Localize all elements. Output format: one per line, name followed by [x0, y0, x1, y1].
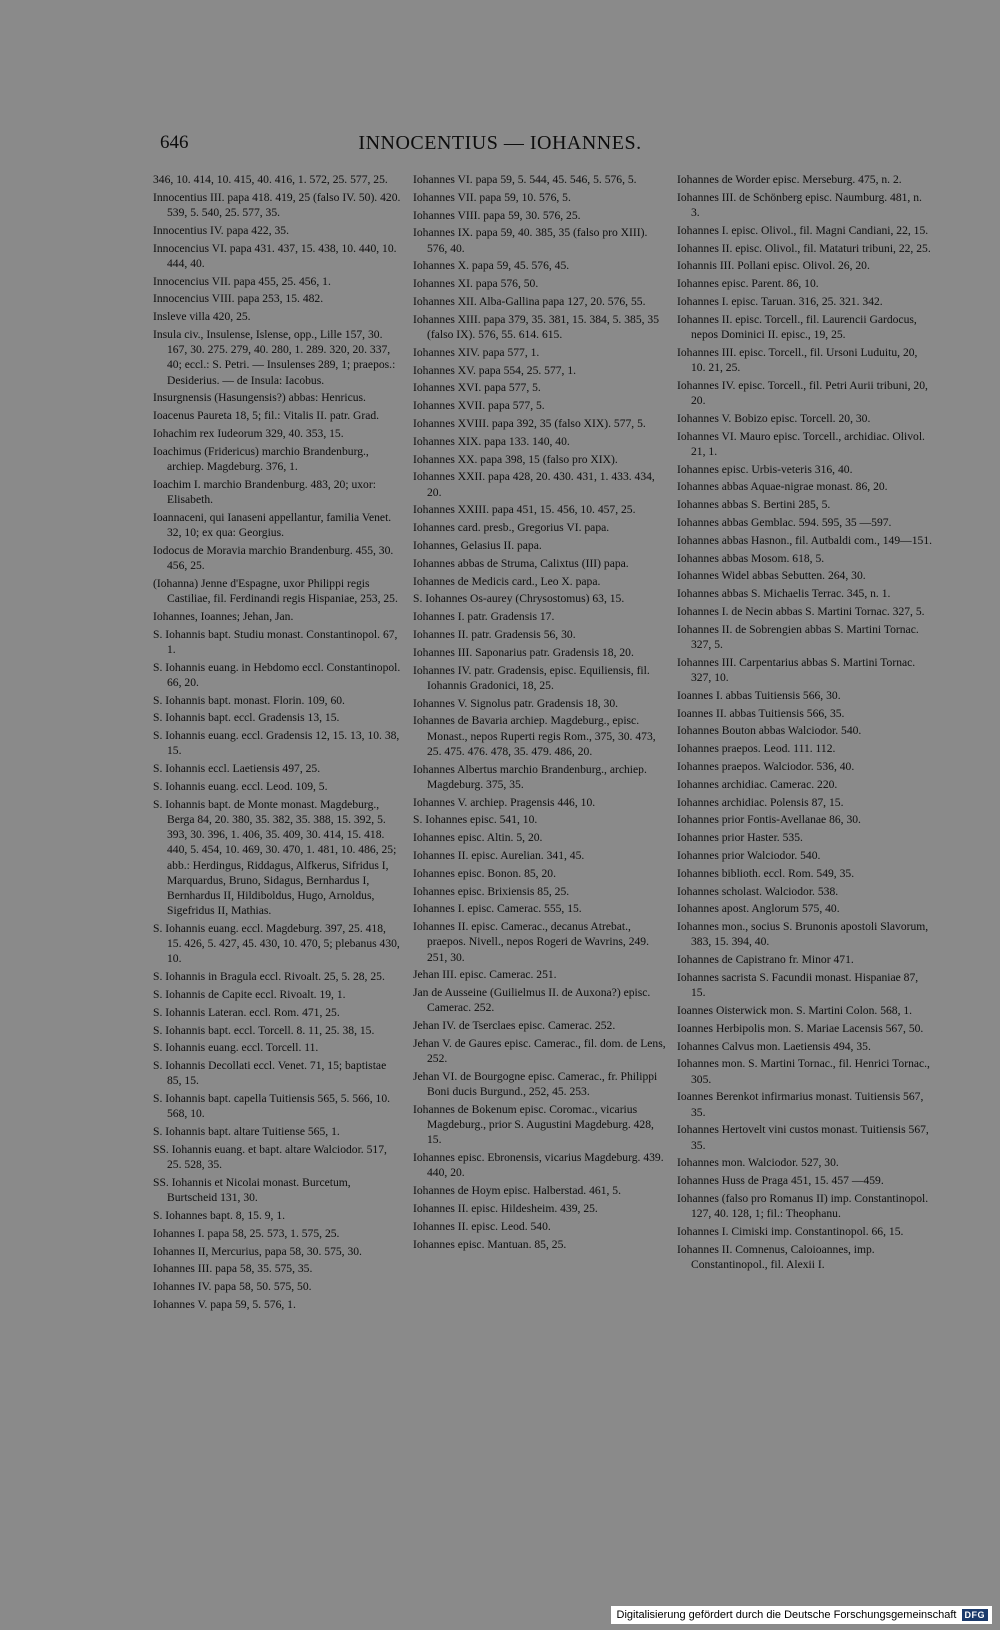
index-entry: Iohannes XXIII. papa 451, 15. 456, 10. 457, 25. [413, 503, 636, 517]
index-entry: Iohannes XXII. papa 428, 20. 430. 431, 1. 433. 434, 20. [413, 470, 655, 499]
index-entry: Iohannes III. papa 58, 35. 575, 35. [153, 1262, 313, 1276]
index-entry: Iohannes XX. papa 398, 15 (falso pro XIX). [413, 452, 618, 466]
index-entry: Innocentius IV. papa 422, 35. [153, 223, 289, 237]
index-entry: Iohannes, Ioannes; Jehan, Jan. [153, 609, 294, 623]
index-entry: S. Iohannis in Bragula eccl. Rivoalt. 25, 5. 28, 25. [153, 970, 385, 984]
index-entry: Iohannes VIII. papa 59, 30. 576, 25. [413, 208, 581, 222]
index-entry: S. Iohannis bapt. altare Tuitiense 565, 1. [153, 1125, 340, 1139]
index-entry: Iohannes II. de Sobrengien abbas S. Martini Tornac. 327, 5. [677, 622, 919, 651]
index-entry: Iohannes apost. Anglorum 575, 40. [677, 902, 840, 916]
page-number: 646 [160, 132, 189, 153]
index-entry: Iohannes II. episc. Torcell., fil. Laurencii Gardocus, nepos Dominici II. episc., 19, 25. [677, 312, 917, 341]
index-entry: Iohannes episc. Parent. 86, 10. [677, 277, 819, 291]
index-entry: Iohannes II. episc. Aurelian. 341, 45. [413, 848, 585, 862]
index-entry: S. Iohannis Lateran. eccl. Rom. 471, 25. [153, 1005, 340, 1019]
index-entry: Iohannes III. Carpentarius abbas S. Martini Tornac. 327, 10. [677, 655, 916, 684]
index-entry: Iohannes Albertus marchio Brandenburg., archiep. Magdeburg. 375, 35. [413, 762, 647, 791]
index-entry: Ioannes I. abbas Tuitiensis 566, 30. [677, 688, 841, 702]
index-entry: Iohannes XVI. papa 577, 5. [413, 381, 541, 395]
footer-text: Digitalisierung gefördert durch die Deutsche Forschungsgemeinschaft [616, 1609, 957, 1621]
index-entry: Iohannes, Gelasius II. papa. [413, 538, 542, 552]
index-entry: S. Iohannis euang. in Hebdomo eccl. Constantinopol. 66, 20. [153, 660, 401, 689]
index-entry: Iohannes Hertovelt vini custos monast. Tuitiensis 567, 35. [677, 1123, 929, 1152]
index-entry: Iohannes II. episc. Hildesheim. 439, 25. [413, 1201, 598, 1215]
index-entry: Jehan III. episc. Camerac. 251. [413, 968, 557, 982]
index-entry: Iodocus de Moravia marchio Brandenburg. 455, 30. 456, 25. [153, 543, 394, 572]
index-entry: Ioannes II. abbas Tuitiensis 566, 35. [677, 706, 845, 720]
index-entry: Iohannes mon., socius S. Brunonis apostoli Slavorum, 383, 15. 394, 40. [677, 920, 929, 949]
index-entry: Iohannes V. Signolus patr. Gradensis 18, 30. [413, 696, 619, 710]
index-entry: Iohannes IX. papa 59, 40. 385, 35 (falso pro XIII). 576, 40. [413, 226, 648, 255]
index-entry: Iohannes Huss de Praga 451, 15. 457 —459. [677, 1174, 884, 1188]
index-entry: Iohannes de Medicis card., Leo X. papa. [413, 574, 601, 588]
index-entry: Iohannes XII. Alba-Gallina papa 127, 20. 576, 55. [413, 294, 646, 308]
index-entry: S. Iohannis euang. eccl. Leod. 109, 5. [153, 779, 328, 793]
index-entry: Iohannes XVIII. papa 392, 35 (falso XIX). 577, 5. [413, 416, 646, 430]
index-entry: Iohannes V. papa 59, 5. 576, 1. [153, 1297, 296, 1311]
index-entry: Iohannes II. patr. Gradensis 56, 30. [413, 627, 576, 641]
index-entry: SS. Iohannis euang. et bapt. altare Walciodor. 517, 25. 528, 35. [153, 1142, 387, 1172]
running-head [0, 132, 1000, 155]
index-entry: S. Iohannis de Capite eccl. Rivoalt. 19, 1. [153, 987, 346, 1001]
index-entry: S. Iohannes bapt. 8, 15. 9, 1. [153, 1208, 286, 1222]
index-entry: Iohannes V. archiep. Pragensis 446, 10. [413, 795, 596, 809]
index-entry: Iohannes de Capistrano fr. Minor 471. [677, 953, 854, 967]
digitization-footer [611, 1606, 992, 1624]
index-entry: Iohannes II. episc. Camerac., decanus Atrebat., praepos. Nivell., nepos Rogeri de Wavrins, 249. 251, 30. [413, 920, 649, 964]
index-entry: S. Iohannes Os-aurey (Chrysostomus) 63, 15. [413, 592, 625, 606]
index-entry: Innocencius VIII. papa 253, 15. 482. [153, 292, 324, 306]
index-entry: Iohannes archidiac. Camerac. 220. [677, 777, 838, 791]
index-entry: Iohannes episc. Brixiensis 85, 25. [413, 884, 570, 898]
index-entry: Innocencius VII. papa 455, 25. 456, 1. [153, 274, 331, 288]
index-entry: Iohannes episc. Urbis-veteris 316, 40. [677, 462, 853, 476]
index-entry: Iohannes II. episc. Leod. 540. [413, 1219, 551, 1233]
index-entry: Iohannes XIII. papa 379, 35. 381, 15. 384, 5. 385, 35 (falso IX). 576, 55. 614. 615. [413, 312, 660, 341]
index-entry: S. Iohannis euang. eccl. Gradensis 12, 15. 13, 10. 38, 15. [153, 729, 400, 758]
index-entry: Iohannes scholast. Walciodor. 538. [677, 884, 839, 898]
index-entry: Iohannes praepos. Walciodor. 536, 40. [677, 759, 855, 773]
index-column-1 [153, 172, 401, 1315]
index-entry: Iohannes III. episc. Torcell., fil. Ursoni Luduitu, 20, 10. 21, 25. [677, 345, 918, 374]
index-entry: Iohannes episc. Bonon. 85, 20. [413, 866, 556, 880]
index-entry: S. Iohannis bapt. capella Tuitiensis 565, 5. 566, 10. 568, 10. [153, 1092, 391, 1121]
index-entry: Innocencius VI. papa 431. 437, 15. 438, 10. 440, 10. 444, 40. [153, 241, 397, 270]
index-entry: Iohannes abbas de Struma, Calixtus (III) papa. [413, 556, 629, 570]
index-entry: Ioannaceni, qui Ianaseni appellantur, familia Venet. 32, 10; ex qua: Georgius. [153, 510, 392, 539]
index-entry: Iohannes Bouton abbas Walciodor. 540. [677, 724, 862, 738]
index-entry: Iohannes IV. papa 58, 50. 575, 50. [153, 1280, 312, 1294]
index-entry: SS. Iohannis et Nicolai monast. Burcetum, Burtscheid 131, 30. [153, 1175, 351, 1205]
running-head-text: INNOCENTIUS — IOHANNES. [358, 132, 642, 154]
index-entry: S. Iohannis euang. eccl. Torcell. 11. [153, 1041, 319, 1055]
index-entry: Iohannes biblioth. eccl. Rom. 549, 35. [677, 866, 855, 880]
index-entry: Iohannes IV. patr. Gradensis, episc. Equiliensis, fil. Iohannis Gradonici, 18, 25. [413, 663, 650, 692]
index-entry: Jan de Ausseine (Guilielmus II. de Auxona?) episc. Camerac. 252. [413, 986, 651, 1015]
index-entry: Iohannes archidiac. Polensis 87, 15. [677, 795, 844, 809]
index-entry: Iohannes episc. Mantuan. 85, 25. [413, 1237, 567, 1251]
index-entry: Iohannes I. episc. Olivol., fil. Magni Candiani, 22, 15. [677, 223, 929, 237]
index-entry: Iohannes VI. Mauro episc. Torcell., archidiac. Olivol. 21, 1. [677, 429, 925, 458]
index-entry: Iohannes Widel abbas Sebutten. 264, 30. [677, 569, 866, 583]
index-entry: Iohannes XIX. papa 133. 140, 40. [413, 434, 570, 448]
index-column-2 [413, 172, 669, 1254]
index-entry: Iohannes XVII. papa 577, 5. [413, 399, 545, 413]
index-entry: Insula civ., Insulense, Islense, opp., Lille 157, 30. 167, 30. 275. 279, 40. 280, 1. 289. 320, 20. 337, 40; eccl.: S. Petri. — Insulenses 289, 1; praepos.: Desiderius. — de Insula: Iacobus. [153, 327, 396, 387]
index-entry: Iohannes I. patr. Gradensis 17. [413, 610, 555, 624]
index-entry: Iohannes prior Fontis-Avellanae 86, 30. [677, 813, 861, 827]
index-entry: Iohannes abbas Gemblac. 594. 595, 35 —597. [677, 515, 892, 529]
index-column-3 [677, 172, 933, 1275]
index-entry: Iohannes I. de Necin abbas S. Martini Tornac. 327, 5. [677, 604, 925, 618]
index-entry: Iohannis III. Pollani episc. Olivol. 26, 20. [677, 259, 870, 273]
index-entry: S. Iohannis bapt. Studiu monast. Constantinopol. 67, 1. [153, 627, 398, 656]
index-entry: Iohannes sacrista S. Facundii monast. Hispaniae 87, 15. [677, 970, 919, 1000]
index-entry: Iohannes VII. papa 59, 10. 576, 5. [413, 190, 571, 204]
index-entry: Iohannes episc. Altin. 5, 20. [413, 831, 543, 845]
index-entry: Iohannes abbas Mosom. 618, 5. [677, 551, 825, 565]
index-entry: Iohannes episc. Ebronensis, vicarius Magdeburg. 439. 440, 20. [413, 1151, 664, 1180]
index-entry: Innocentius III. papa 418. 419, 25 (falso IV. 50). 420. 539, 5. 540, 25. 577, 35. [153, 190, 401, 219]
index-entry: Iohannes II. episc. Olivol., fil. Mataturi tribuni, 22, 25. [677, 241, 931, 255]
index-entry: S. Iohannis bapt. eccl. Torcell. 8. 11, 25. 38, 15. [153, 1023, 375, 1037]
index-entry: S. Iohannis Decollati eccl. Venet. 71, 15; baptistae 85, 15. [153, 1059, 387, 1088]
index-entry: Iohannes I. episc. Taruan. 316, 25. 321. 342. [677, 294, 883, 308]
index-entry: Iohannes card. presb., Gregorius VI. papa. [413, 521, 610, 535]
index-entry: Iohannes I. papa 58, 25. 573, 1. 575, 25. [153, 1226, 340, 1240]
index-entry: 346, 10. 414, 10. 415, 40. 416, 1. 572, 25. 577, 25. [153, 173, 388, 186]
index-entry: Iohannes abbas S. Michaelis Terrac. 345, n. 1. [677, 587, 891, 601]
index-entry: Jehan V. de Gaures episc. Camerac., fil. dom. de Lens, 252. [413, 1036, 666, 1066]
index-entry: Iohannes III. de Schönberg episc. Naumburg. 481, n. 3. [677, 190, 922, 219]
index-entry: Iohannes (falso pro Romanus II) imp. Constantinopol. 127, 40. 128, 1; fil.: Theophanu. [677, 1191, 929, 1221]
index-entry: Iohannes praepos. Leod. 111. 112. [677, 742, 836, 756]
index-entry: Iohannes abbas Aquae-nigrae monast. 86, 20. [677, 480, 888, 494]
index-entry: Iohannes de Bokenum episc. Coromac., vicarius Magdeburg., prior S. Augustini Magdeburg. 428, 15. [413, 1102, 654, 1147]
index-entry: Iohannes Calvus mon. Laetiensis 494, 35. [677, 1039, 871, 1053]
index-entry: Iohannes XV. papa 554, 25. 577, 1. [413, 363, 577, 377]
index-entry: S. Iohannis euang. eccl. Magdeburg. 397, 25. 418, 15. 426, 5. 427, 45. 430, 10. 470, 5; plebanus 430, 10. [153, 921, 400, 966]
index-entry: S. Iohannes episc. 541, 10. [413, 813, 538, 827]
index-entry: Iohannes I. Cimiski imp. Constantinopol. 66, 15. [677, 1224, 904, 1238]
index-entry: Iohannes de Bavaria archiep. Magdeburg., episc. Monast., nepos Ruperti regis Rom., 375, 30. 473, 25. 475. 476. 478, 35. 479. 486, 20. [413, 714, 656, 758]
dfg-logo: DFG [962, 1609, 989, 1621]
index-entry: Iohannes II, Mercurius, papa 58, 30. 575, 30. [153, 1244, 362, 1258]
index-entry: S. Iohannis eccl. Laetiensis 497, 25. [153, 762, 321, 776]
index-entry: Iohannes XI. papa 576, 50. [413, 277, 539, 291]
index-entry: Iohannes III. Saponarius patr. Gradensis 18, 20. [413, 645, 634, 659]
index-entry: Jehan VI. de Bourgogne episc. Camerac., fr. Philippi Boni ducis Burgund., 252, 45. 253. [413, 1069, 658, 1099]
index-entry: Iohannes prior Walciodor. 540. [677, 848, 821, 862]
index-entry: Iohannes abbas Hasnon., fil. Autbaldi com., 149—151. [677, 533, 933, 547]
index-entry: Iohannes VI. papa 59, 5. 544, 45. 546, 5. 576, 5. [413, 173, 637, 186]
index-entry: Iohannes mon. Walciodor. 527, 30. [677, 1156, 839, 1170]
index-entry: Jehan IV. de Tserclaes episc. Camerac. 252. [413, 1019, 616, 1033]
index-entry: Insleve villa 420, 25. [153, 310, 251, 324]
index-entry: Iohannes XIV. papa 577, 1. [413, 345, 540, 359]
index-entry: S. Iohannis bapt. de Monte monast. Magdeburg., Berga 84, 20. 380, 35. 382, 35. 388, 15. 392, 5. 393, 30. 396, 1. 406, 35. 409, 30. 414, 15. 418. 440, 5. 454, 10. 469, 30. 470, 1. 481, 10. 486, 25; abb.: Herdingus, Riddagus, Alfkerus, Sifridus I, Marquardus, Bruno, Sidagus, Bernhardus I, Bernhardus II, Hildiboldus, Hugo, Arnoldus, Sigefridus II, Mathias. [153, 797, 397, 918]
index-entry: Iohannes mon. S. Martini Tornac., fil. Henrici Tornac., 305. [677, 1057, 930, 1086]
index-entry: Iohannes X. papa 59, 45. 576, 45. [413, 259, 570, 273]
index-entry: Iohannes I. episc. Camerac. 555, 15. [413, 902, 582, 916]
index-entry: Iohannes prior Haster. 535. [677, 831, 803, 845]
index-entry: Iohannes de Worder episc. Merseburg. 475, n. 2. [677, 173, 902, 186]
index-entry: Ioannes Oisterwick mon. S. Martini Colon. 568, 1. [677, 1003, 913, 1017]
index-entry: Ioacenus Paureta 18, 5; fil.: Vitalis II. patr. Grad. [153, 409, 380, 423]
index-entry: S. Iohannis bapt. eccl. Gradensis 13, 15. [153, 711, 340, 725]
index-entry: Iohannes abbas S. Bertini 285, 5. [677, 498, 831, 512]
index-entry: Ioannes Berenkot infirmarius monast. Tuitiensis 567, 35. [677, 1090, 924, 1119]
index-entry: Ioannes Herbipolis mon. S. Mariae Lacensis 567, 50. [677, 1021, 924, 1035]
index-entry: Iohannes IV. episc. Torcell., fil. Petri Aurii tribuni, 20, 20. [677, 378, 928, 407]
index-entry: Iohachim rex Iudeorum 329, 40. 353, 15. [153, 426, 344, 440]
index-entry: Insurgnensis (Hasungensis?) abbas: Henricus. [153, 391, 366, 405]
index-entry: Iohannes V. Bobizo episc. Torcell. 20, 30. [677, 411, 871, 425]
index-entry: Ioachim I. marchio Brandenburg. 483, 20; uxor: Elisabeth. [153, 477, 376, 506]
index-entry: S. Iohannis bapt. monast. Florin. 109, 60. [153, 693, 345, 707]
index-entry: Iohannes de Hoym episc. Halberstad. 461, 5. [413, 1184, 621, 1198]
index-entry: (Iohanna) Jenne d'Espagne, uxor Philippi regis Castiliae, fil. Ferdinandi regis Hispaniae, 253, 25. [153, 576, 398, 605]
index-entry: Ioachimus (Fridericus) marchio Brandenburg., archiep. Magdeburg. 376, 1. [153, 444, 369, 473]
index-entry: Iohannes II. Comnenus, Caloioannes, imp. Constantinopol., fil. Alexii I. [677, 1242, 875, 1271]
